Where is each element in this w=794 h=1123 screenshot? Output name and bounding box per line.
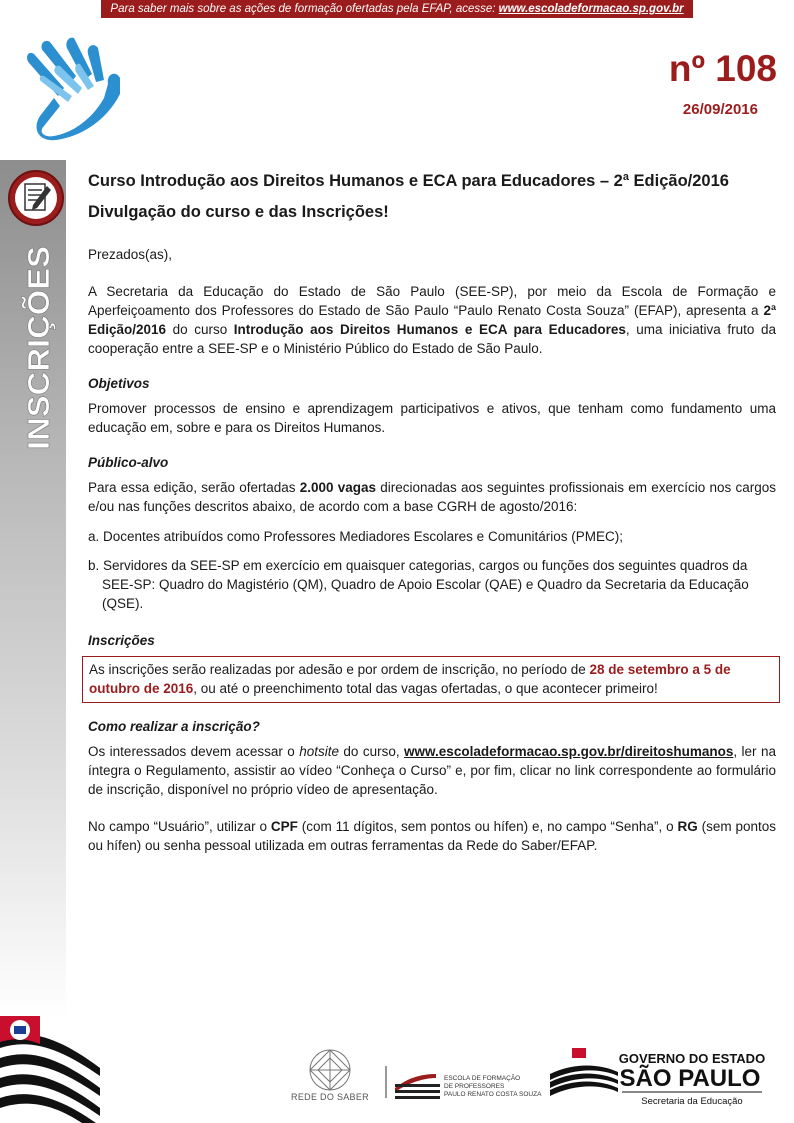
publico-text-1: Para essa edição, serão ofertadas <box>88 480 300 495</box>
sao-paulo-flag-graphic <box>0 1008 100 1123</box>
list-item-a: a. Docentes atribuídos como Professores Mediadores Escolares e Comunitários (PMEC); <box>88 529 623 544</box>
top-banner-text: Para saber mais sobre as ações de formação ofertadas pela EFAP, acesse: <box>110 3 499 15</box>
efap-text-1: ESCOLA DE FORMAÇÃO <box>444 1075 521 1082</box>
form-edit-icon <box>7 168 65 228</box>
intro-paragraph <box>88 282 776 358</box>
inscricoes-heading: Inscrições <box>88 633 155 648</box>
secretaria-text: Secretaria da Educação <box>641 1096 743 1107</box>
greeting: Prezados(as), <box>88 247 173 262</box>
rede-do-saber-logo <box>291 1050 369 1102</box>
course-title-line: Curso Introdução aos Direitos Humanos e ECA para Educadores – 2ª Edição/2016 <box>88 172 729 190</box>
intro-text-3: , uma iniciativa fruto da cooperação entre a SEE-SP e o Ministério Público do Estado de São Paulo. <box>88 322 776 356</box>
inscricoes-text-2: , ou até o preenchimento total das vagas ofertadas, o que acontecer primeiro! <box>193 681 658 696</box>
issue-number: nº 108 <box>668 48 777 89</box>
issue-date: 26/09/2016 <box>682 101 758 118</box>
inscricoes-text-1: As inscrições serão realizadas por adesão e por ordem de inscrição, no período de <box>89 662 590 677</box>
governo-text: GOVERNO DO ESTADO <box>618 1051 766 1066</box>
objetivos-heading: Objetivos <box>88 376 150 391</box>
login-instructions <box>88 817 776 855</box>
list-item-b: b. Servidores da SEE-SP em exercício em quaisquer categorias, cargos ou funções dos seguintes quadros da SEE-SP: Quadro do Magistério (QM), Quadro de Apoio Escolar (QAE) e Quadro da Secretaria da Educação (QSE). <box>88 558 749 611</box>
inscricoes-period-box <box>82 656 780 703</box>
publico-text-2: direcionadas aos seguintes profissionais em exercício nos cargos e/ou nas funções descritos abaixo, de acordo com a base CGRH de agosto/2016: <box>88 480 776 514</box>
como-text-2: do curso, <box>339 744 405 759</box>
intro-text-1: A Secretaria da Educação do Estado de São Paulo (SEE-SP), por meio da Escola de Formação e Aperfeiçoamento dos Professores do Estado de São Paulo “Paulo Renato Costa Souza” (EFAP), apresenta a <box>88 284 776 318</box>
sao-paulo-text: SÃO PAULO <box>619 1065 761 1092</box>
inscricoes-period: 28 de setembro a 5 de outubro de 2016 <box>89 662 731 696</box>
vagas-count: 2.000 vagas <box>299 480 377 495</box>
main-content <box>88 170 776 866</box>
hands-logo-icon <box>24 36 136 144</box>
rede-do-saber-text: REDE DO SABER <box>291 1092 369 1102</box>
hotsite-text: hotsite <box>299 744 339 759</box>
como-heading: Como realizar a inscrição? <box>88 719 260 734</box>
como-text-3: , ler na íntegra o Regulamento, assistir ao vídeo “Conheça o Curso” e, por fim, clicar no link correspondente ao formulário de inscrição, disponível no próprio vídeo de apresentação. <box>88 744 776 797</box>
side-label-text: INSCRIÇÕES <box>21 257 56 450</box>
intro-text-2: do curso <box>166 322 234 337</box>
rg-text: RG <box>677 819 698 834</box>
login-text-1: No campo “Usuário”, utilizar o <box>88 819 271 834</box>
publico-heading: Público-alvo <box>88 455 169 470</box>
side-label <box>15 246 59 454</box>
edition-text: 2ª Edição/2016 <box>88 303 776 337</box>
footer-logos <box>291 1040 780 1110</box>
governo-sp-logo <box>550 1048 765 1107</box>
efap-text-3: PAULO RENATO COSTA SOUZA <box>444 1091 542 1098</box>
cpf-text: CPF <box>270 819 298 834</box>
course-name-text: Introdução aos Direitos Humanos e ECA para Educadores <box>233 322 626 337</box>
efap-logo <box>395 1073 542 1099</box>
login-text-3: (sem pontos ou hífen) ou senha pessoal utilizada em outras ferramentas da Rede do Saber/EFAP. <box>88 819 776 853</box>
como-text <box>88 742 776 799</box>
announcement-title: Divulgação do curso e das Inscrições! <box>88 203 389 221</box>
login-text-2: (com 11 dígitos, sem pontos ou hífen) e, no campo “Senha”, o <box>297 819 678 834</box>
objetivos-text: Promover processos de ensino e aprendizagem participativos e ativos, que tenham como fundamento uma educação em, sobre e para os Direitos Humanos. <box>88 401 776 435</box>
hotsite-link[interactable]: www.escoladeformacao.sp.gov.br/direitoshumanos <box>404 744 734 759</box>
efap-text-2: DE PROFESSORES <box>444 1083 505 1090</box>
top-banner <box>101 0 693 18</box>
como-text-1: Os interessados devem acessar o <box>88 744 300 759</box>
publico-text <box>88 478 776 516</box>
efap-website-link[interactable]: www.escoladeformacao.sp.gov.br <box>498 3 684 15</box>
course-title <box>88 170 776 223</box>
